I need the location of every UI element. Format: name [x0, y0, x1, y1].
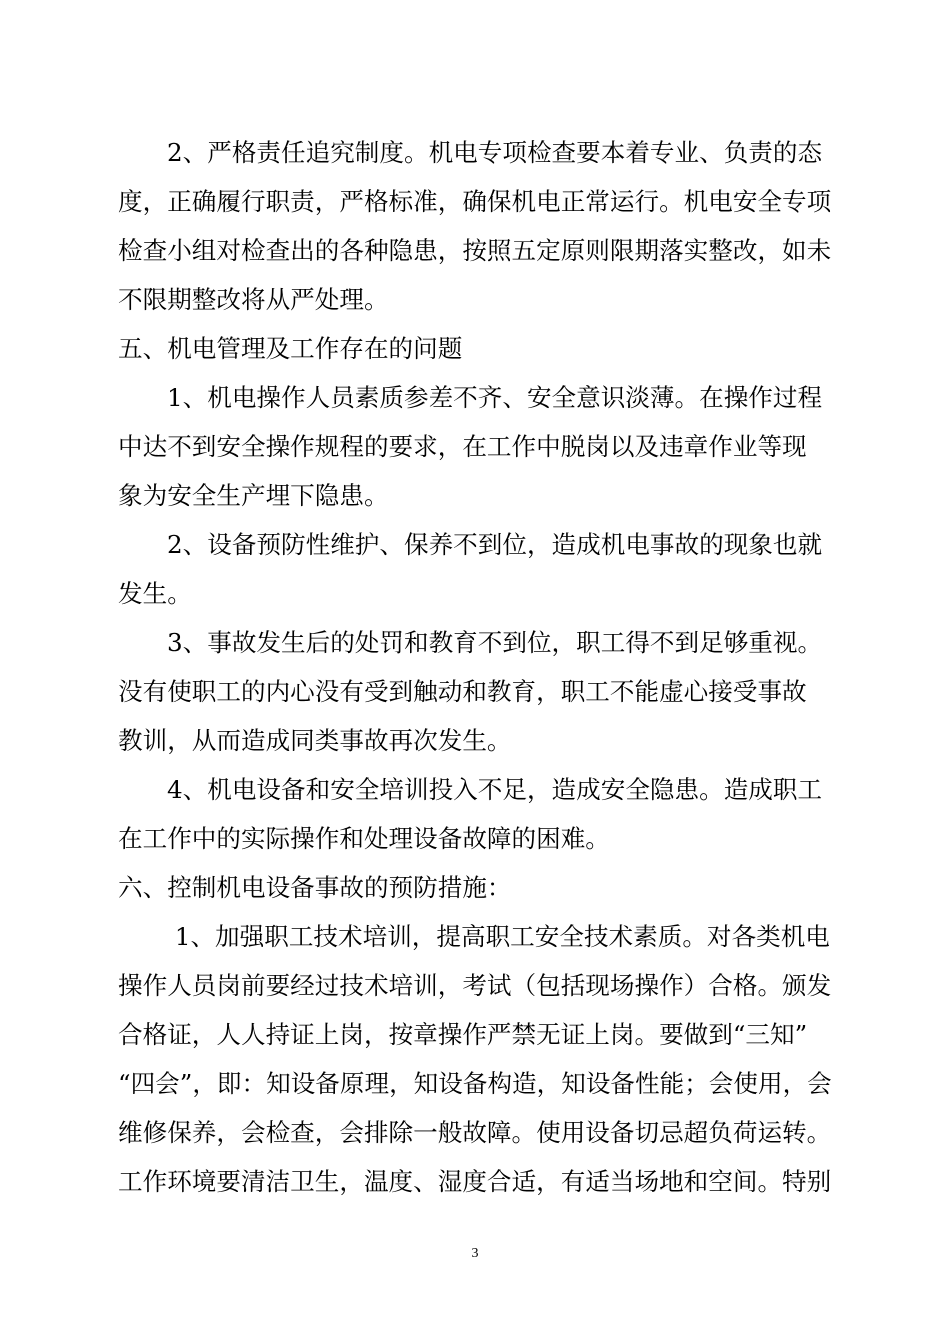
section-heading: 六、控制机电设备事故的预防措施： — [118, 873, 512, 902]
paragraph-line: 教训，从而造成同类事故再次发生。 — [118, 726, 512, 755]
paragraph-line: 2、严格责任追究制度。机电专项检查要本着专业、负责的态 — [167, 138, 823, 167]
paragraph-line: 不限期整改将从严处理。 — [118, 285, 389, 314]
paragraph-line: 3、事故发生后的处罚和教育不到位，职工得不到足够重视。 — [167, 628, 823, 657]
paragraph-line: 度，正确履行职责，严格标准，确保机电正常运行。机电安全专项 — [118, 187, 832, 216]
paragraph-line: 维修保养，会检查，会排除一般故障。使用设备切忌超负荷运转。 — [118, 1118, 832, 1147]
paragraph-line: 合格证，人人持证上岗，按章操作严禁无证上岗。要做到“三知” — [118, 1020, 808, 1049]
paragraph-line: 1、加强职工技术培训，提高职工安全技术素质。对各类机电 — [167, 922, 830, 951]
page-number: 3 — [471, 1246, 479, 1261]
paragraph-line: 检查小组对检查出的各种隐患，按照五定原则限期落实整改，如未 — [118, 236, 832, 265]
paragraph-line: 发生。 — [118, 579, 192, 608]
paragraph-line: 没有使职工的内心没有受到触动和教育，职工不能虚心接受事故 — [118, 677, 807, 706]
paragraph-line: 4、机电设备和安全培训投入不足，造成安全隐患。造成职工 — [167, 775, 823, 804]
paragraph-line: “四会”，即：知设备原理，知设备构造，知设备性能；会使用，会 — [118, 1069, 832, 1098]
document-body — [118, 128, 840, 1206]
paragraph-line: 象为安全生产埋下隐患。 — [118, 481, 389, 510]
paragraph-line: 2、设备预防性维护、保养不到位，造成机电事故的现象也就 — [167, 530, 823, 559]
section-heading: 五、机电管理及工作存在的问题 — [118, 334, 463, 363]
paragraph-line: 1、机电操作人员素质参差不齐、安全意识淡薄。在操作过程 — [167, 383, 823, 412]
paragraph-line: 中达不到安全操作规程的要求，在工作中脱岗以及违章作业等现 — [118, 432, 807, 461]
paragraph-line: 工作环境要清洁卫生，温度、湿度合适，有适当场地和空间。特别 — [118, 1167, 832, 1196]
paragraph-line: 操作人员岗前要经过技术培训，考试（包括现场操作）合格。颁发 — [118, 971, 832, 1000]
paragraph-line: 在工作中的实际操作和处理设备故障的困难。 — [118, 824, 610, 853]
